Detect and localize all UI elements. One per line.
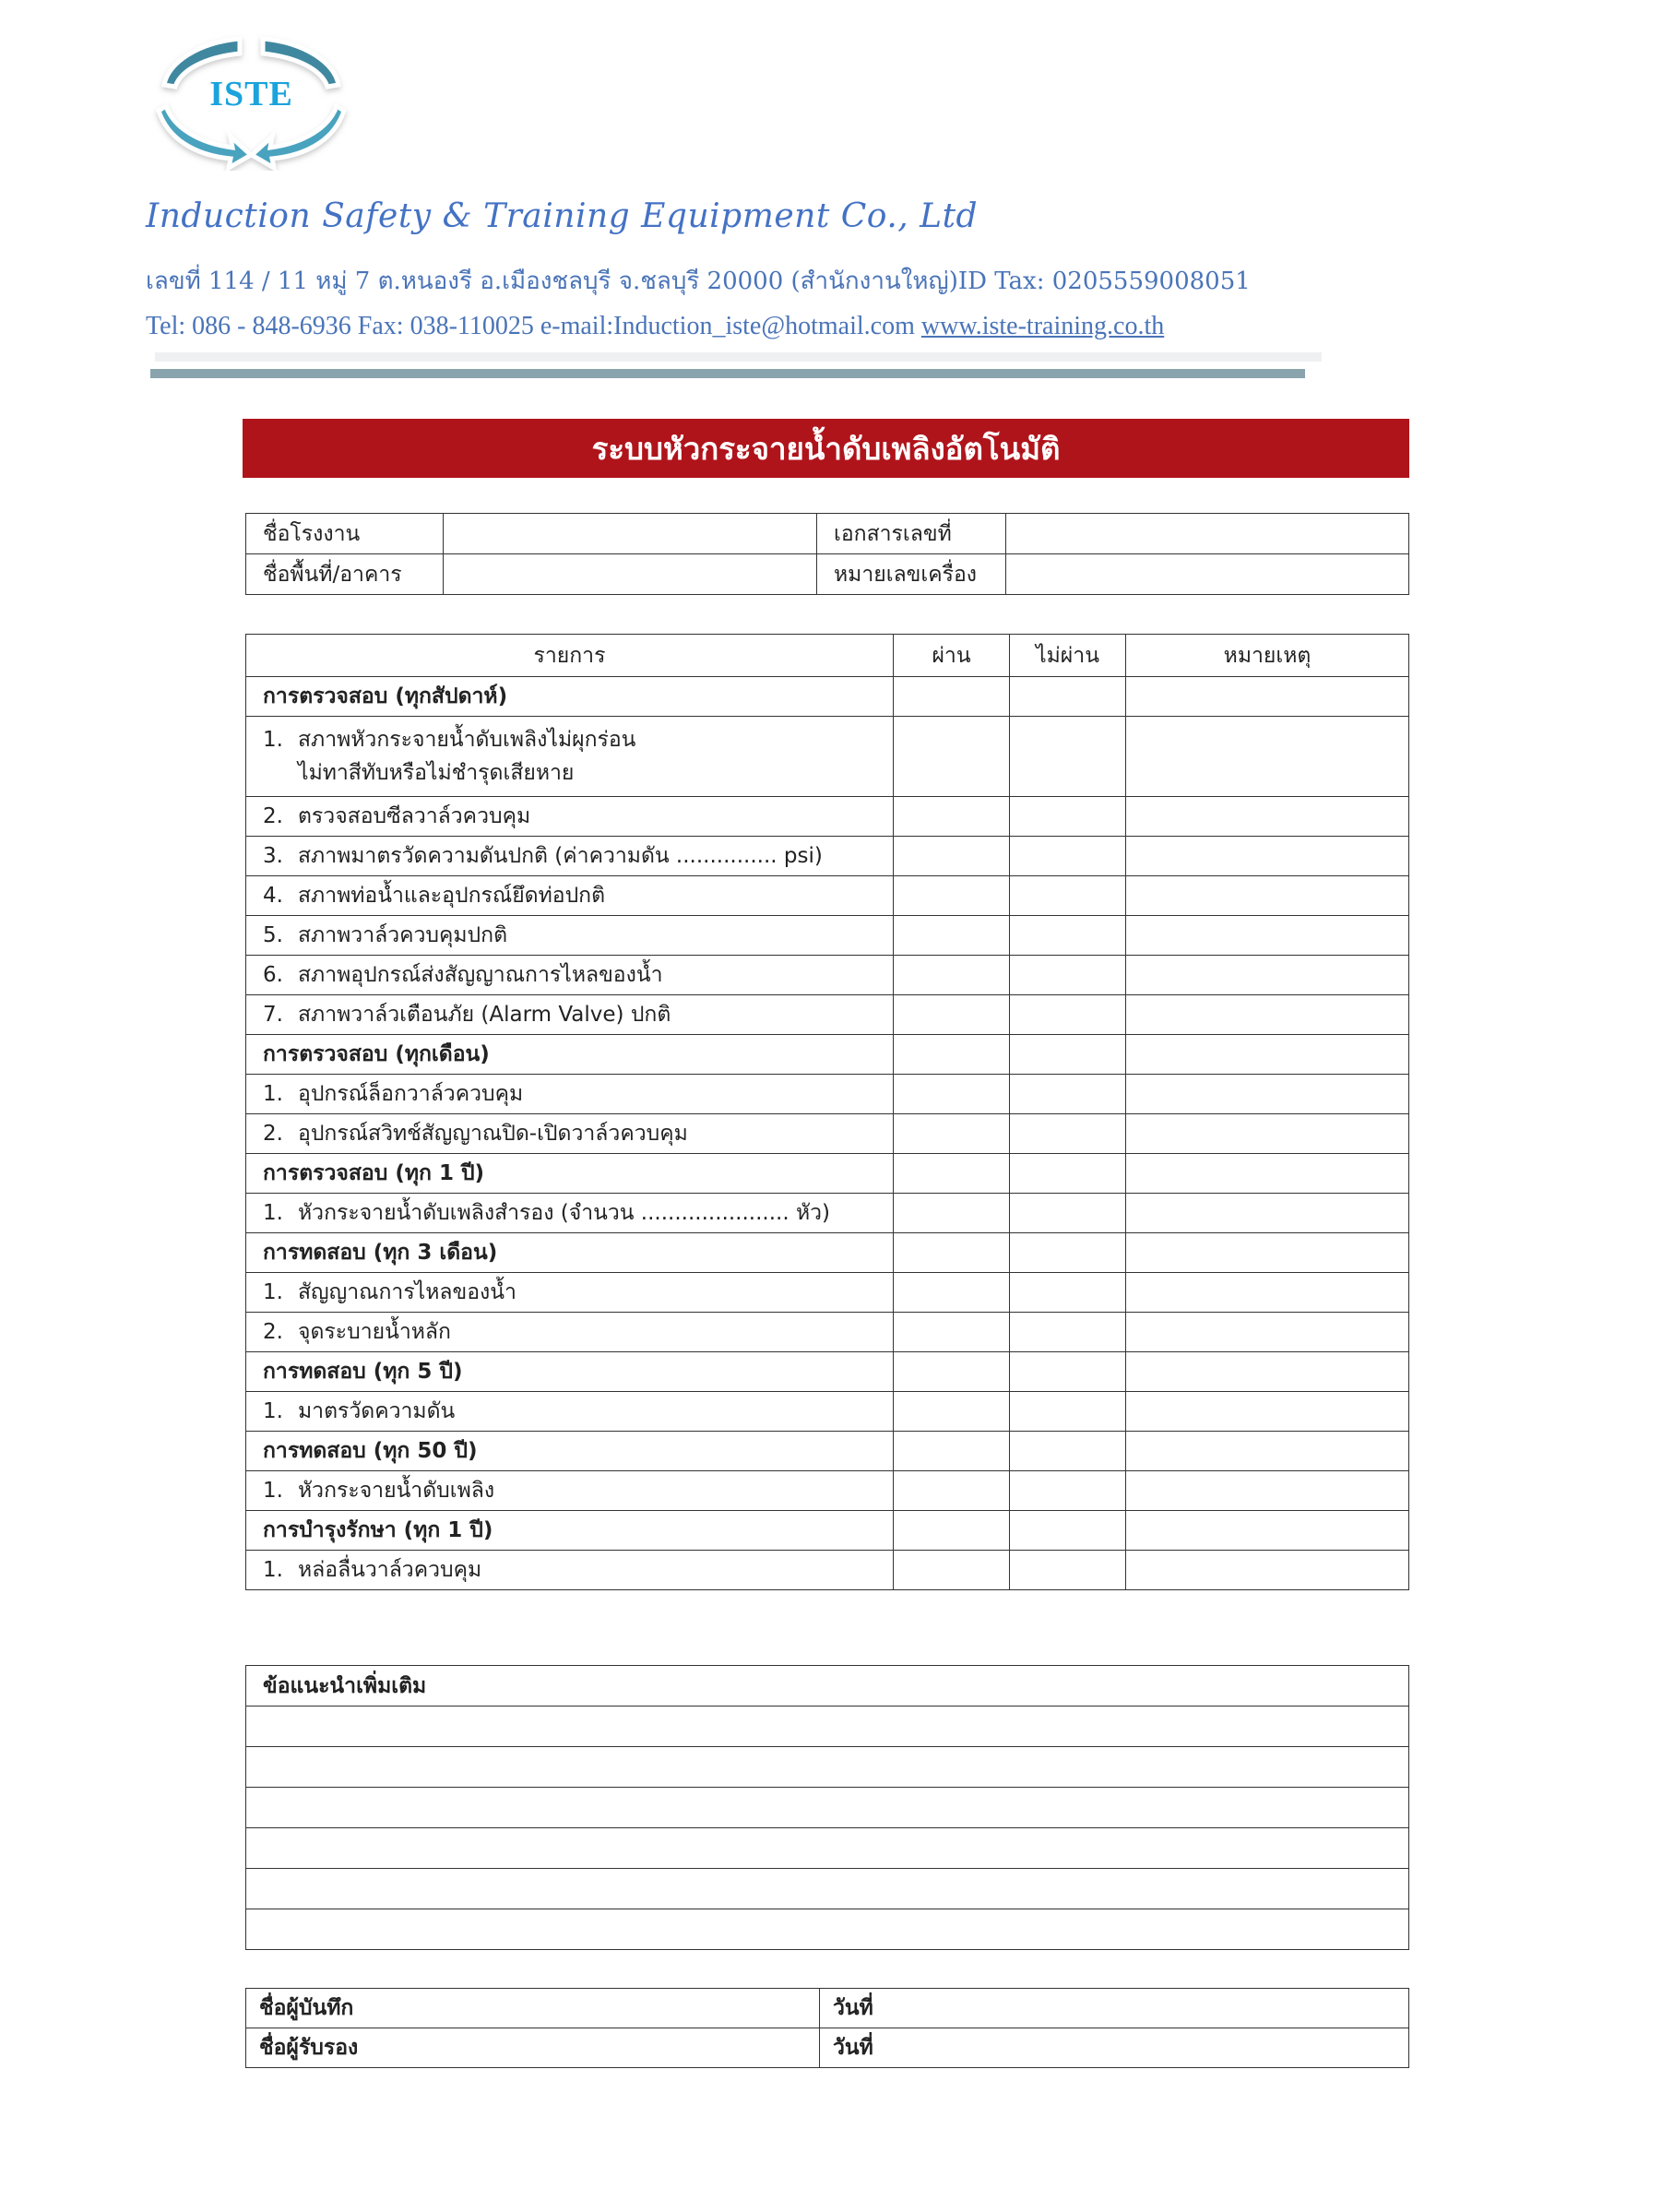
remark-cell[interactable] [1126, 1075, 1409, 1114]
area-field[interactable] [444, 554, 817, 595]
company-address: เลขที่ 114 / 11 หมู่ 7 ต.หนองรี อ.เมืองชลบุรี จ.ชลบุรี 20000 (สำนักงานใหญ่)ID Tax: 0205559008051 [146, 268, 1251, 295]
fail-cell[interactable] [1010, 797, 1126, 837]
remark-cell[interactable] [1126, 1035, 1409, 1075]
item-number: 1. [263, 1201, 283, 1225]
remarks-line[interactable] [246, 1828, 1409, 1869]
recorder-date-label: วันที่ [833, 1996, 873, 2020]
checklist-item-row [246, 1551, 1409, 1590]
pass-cell[interactable] [894, 1313, 1010, 1352]
pass-cell[interactable] [894, 677, 1010, 717]
item-number: 7. [263, 1003, 283, 1027]
item-label [246, 1551, 894, 1590]
remark-cell[interactable] [1126, 956, 1409, 995]
checklist-item-row [246, 1075, 1409, 1114]
pass-cell[interactable] [894, 956, 1010, 995]
remarks-line-row [246, 1747, 1409, 1788]
remarks-line-row [246, 1869, 1409, 1909]
item-text: สภาพมาตรวัดความดันปกติ (ค่าความดัน ............... psi) [298, 844, 823, 868]
remark-cell[interactable] [1126, 1273, 1409, 1313]
section-row [246, 1432, 1409, 1471]
form-title [243, 419, 1409, 478]
approver-label: ชื่อผู้รับรอง [259, 2036, 359, 2060]
signature-table [245, 1988, 1409, 2068]
document-number-field[interactable] [1006, 514, 1409, 554]
item-number: 4. [263, 884, 283, 908]
remarks-table [245, 1665, 1409, 1950]
item-label [246, 956, 894, 995]
item-number: 2. [263, 1320, 283, 1344]
contact-info: Tel: 086 - 848-6936 Fax: 038-110025 e-mail:Induction_iste@hotmail.com [146, 312, 915, 340]
pass-cell[interactable] [894, 1551, 1010, 1590]
item-text: สภาพอุปกรณ์ส่งสัญญาณการไหลของน้ำ [298, 963, 663, 987]
fail-cell[interactable] [1010, 677, 1126, 717]
item-number: 1. [263, 1399, 283, 1423]
pass-cell[interactable] [894, 1154, 1010, 1194]
remark-cell[interactable] [1126, 1352, 1409, 1392]
item-label [246, 1392, 894, 1432]
remarks-line[interactable] [246, 1869, 1409, 1909]
machine-number-field[interactable] [1006, 554, 1409, 595]
item-number: 2. [263, 804, 283, 828]
remark-cell[interactable] [1126, 1432, 1409, 1471]
section-title: การตรวจสอบ (ทุก 1 ปี) [246, 1154, 894, 1194]
remarks-line-row [246, 1788, 1409, 1828]
pass-cell[interactable] [894, 837, 1010, 876]
remarks-body [246, 1707, 1409, 1950]
section-row [246, 1511, 1409, 1551]
remark-cell[interactable] [1126, 837, 1409, 876]
website-link[interactable]: www.iste-training.co.th [920, 312, 1165, 340]
pass-cell[interactable] [894, 1035, 1010, 1075]
checklist-table [245, 634, 1409, 1590]
section-row [246, 1154, 1409, 1194]
area-label: ชื่อพื้นที่/อาคาร [246, 554, 444, 595]
fail-cell[interactable] [1010, 1075, 1126, 1114]
signature-row [246, 1989, 1409, 2028]
item-label [246, 797, 894, 837]
fail-cell[interactable] [1010, 1432, 1126, 1471]
factory-field[interactable] [444, 514, 817, 554]
fail-cell[interactable] [1010, 1471, 1126, 1511]
section-title: การบำรุงรักษา (ทุก 1 ปี) [246, 1511, 894, 1551]
pass-cell[interactable] [894, 1273, 1010, 1313]
remark-cell[interactable] [1126, 1114, 1409, 1154]
remark-cell[interactable] [1126, 876, 1409, 916]
checklist-item-row [246, 1194, 1409, 1233]
item-label [246, 876, 894, 916]
item-text: สภาพหัวกระจายน้ำดับเพลิงไม่ผุกร่อน [298, 728, 636, 752]
info-table [245, 513, 1409, 595]
recorder-date-field[interactable] [820, 1989, 1409, 2028]
item-label [246, 1273, 894, 1313]
fail-cell[interactable] [1010, 1233, 1126, 1273]
approver-date-label: วันที่ [833, 2036, 873, 2060]
fail-cell[interactable] [1010, 1551, 1126, 1590]
remarks-line-row [246, 1707, 1409, 1747]
checklist-item-row [246, 956, 1409, 995]
logo-text: ISTE [209, 75, 293, 113]
company-name: Induction Safety & Training Equipment Co., Ltd [146, 197, 979, 235]
fail-cell[interactable] [1010, 1114, 1126, 1154]
header-remark: หมายเหตุ [1126, 635, 1409, 677]
remarks-header-row [246, 1666, 1409, 1707]
checklist-item-row [246, 1471, 1409, 1511]
pass-cell[interactable] [894, 1471, 1010, 1511]
fail-cell[interactable] [1010, 995, 1126, 1035]
checklist-item-row [246, 995, 1409, 1035]
section-title: การตรวจสอบ (ทุกเดือน) [246, 1035, 894, 1075]
checklist-item-row [246, 1313, 1409, 1352]
remarks-line[interactable] [246, 1747, 1409, 1788]
remark-cell[interactable] [1126, 1313, 1409, 1352]
header-pass: ผ่าน [894, 635, 1010, 677]
approver-name-field[interactable] [246, 2028, 820, 2068]
remark-cell[interactable] [1126, 916, 1409, 956]
signature-row [246, 2028, 1409, 2068]
pass-cell[interactable] [894, 1432, 1010, 1471]
section-title: การตรวจสอบ (ทุกสัปดาห์) [246, 677, 894, 717]
item-label [246, 1313, 894, 1352]
item-number: 6. [263, 963, 283, 987]
fail-cell[interactable] [1010, 717, 1126, 797]
checklist-item-row [246, 1392, 1409, 1432]
section-row [246, 1352, 1409, 1392]
checklist-item-row [246, 916, 1409, 956]
section-title: การทดสอบ (ทุก 50 ปี) [246, 1432, 894, 1471]
fail-cell[interactable] [1010, 1511, 1126, 1551]
section-row [246, 1035, 1409, 1075]
pass-cell[interactable] [894, 797, 1010, 837]
factory-label: ชื่อโรงงาน [246, 514, 444, 554]
item-number: 3. [263, 844, 283, 868]
item-label [246, 717, 894, 797]
item-text: สภาพวาล์วเตือนภัย (Alarm Valve) ปกติ [298, 1003, 671, 1027]
remarks-line-row [246, 1828, 1409, 1869]
recorder-label: ชื่อผู้บันทึก [259, 1996, 354, 2020]
header-divider [150, 369, 1305, 378]
remarks-line[interactable] [246, 1788, 1409, 1828]
fail-cell[interactable] [1010, 1273, 1126, 1313]
info-row [246, 514, 1409, 554]
remarks-line[interactable] [246, 1707, 1409, 1747]
remark-cell[interactable] [1126, 797, 1409, 837]
pass-cell[interactable] [894, 1194, 1010, 1233]
pass-cell[interactable] [894, 1233, 1010, 1273]
item-number: 2. [263, 1122, 283, 1146]
remarks-line-row [246, 1909, 1409, 1950]
header-divider-light [155, 352, 1322, 362]
item-text: ตรวจสอบซีลวาล์วควบคุม [298, 804, 531, 828]
company-logo [148, 18, 355, 171]
remarks-title: ข้อแนะนำเพิ่มเติม [246, 1666, 1409, 1707]
item-label [246, 1194, 894, 1233]
checklist-item-row [246, 717, 1409, 797]
item-label [246, 837, 894, 876]
item-number: 1. [263, 1280, 283, 1304]
pass-cell[interactable] [894, 717, 1010, 797]
remark-cell[interactable] [1126, 1154, 1409, 1194]
item-label [246, 1075, 894, 1114]
checklist-item-row [246, 876, 1409, 916]
item-number: 1. [263, 1082, 283, 1106]
remark-cell[interactable] [1126, 1194, 1409, 1233]
item-text: มาตรวัดความดัน [298, 1399, 456, 1423]
item-number: 1. [263, 1479, 283, 1503]
section-title: การทดสอบ (ทุก 5 ปี) [246, 1352, 894, 1392]
item-number: 1. [263, 1558, 283, 1582]
item-text: สภาพท่อน้ำและอุปกรณ์ยึดท่อปกติ [298, 884, 606, 908]
fail-cell[interactable] [1010, 876, 1126, 916]
item-text: สภาพวาล์วควบคุมปกติ [298, 923, 508, 947]
remark-cell[interactable] [1126, 1233, 1409, 1273]
pass-cell[interactable] [894, 916, 1010, 956]
pass-cell[interactable] [894, 1114, 1010, 1154]
remark-cell[interactable] [1126, 677, 1409, 717]
remarks-line[interactable] [246, 1909, 1409, 1950]
fail-cell[interactable] [1010, 956, 1126, 995]
item-text: หล่อลื่นวาล์วควบคุม [298, 1558, 482, 1582]
fail-cell[interactable] [1010, 916, 1126, 956]
remark-cell[interactable] [1126, 1471, 1409, 1511]
fail-cell[interactable] [1010, 1352, 1126, 1392]
document-number-label: เอกสารเลขที่ [817, 514, 1006, 554]
checklist-body [246, 677, 1409, 1590]
checklist-item-row [246, 797, 1409, 837]
item-text: อุปกรณ์ล็อกวาล์วควบคุม [298, 1082, 524, 1106]
approver-date-field[interactable] [820, 2028, 1409, 2068]
pass-cell[interactable] [894, 1392, 1010, 1432]
pass-cell[interactable] [894, 1511, 1010, 1551]
item-number: 5. [263, 923, 283, 947]
pass-cell[interactable] [894, 1075, 1010, 1114]
section-row [246, 1233, 1409, 1273]
remark-cell[interactable] [1126, 1392, 1409, 1432]
header-item: รายการ [246, 635, 894, 677]
section-row [246, 677, 1409, 717]
machine-number-label: หมายเลขเครื่อง [817, 554, 1006, 595]
fail-cell[interactable] [1010, 837, 1126, 876]
remark-cell[interactable] [1126, 717, 1409, 797]
item-text: สัญญาณการไหลของน้ำ [298, 1280, 516, 1304]
checklist-item-row [246, 1114, 1409, 1154]
checklist-header-row [246, 635, 1409, 677]
item-text: จุดระบายน้ำหลัก [298, 1320, 451, 1344]
section-title: การทดสอบ (ทุก 3 เดือน) [246, 1233, 894, 1273]
item-number: 1. [263, 728, 283, 752]
fail-cell[interactable] [1010, 1154, 1126, 1194]
company-contact [146, 312, 1164, 341]
item-label [246, 1471, 894, 1511]
item-label [246, 916, 894, 956]
remark-cell[interactable] [1126, 995, 1409, 1035]
pass-cell[interactable] [894, 876, 1010, 916]
remark-cell[interactable] [1126, 1511, 1409, 1551]
pass-cell[interactable] [894, 1352, 1010, 1392]
item-text-continued: ไม่ทาสีทับหรือไม่ชำรุดเสียหาย [298, 761, 575, 785]
item-text: หัวกระจายน้ำดับเพลิงสำรอง (จำนวน ...................... หัว) [298, 1201, 830, 1225]
item-text: หัวกระจายน้ำดับเพลิง [298, 1479, 495, 1503]
fail-cell[interactable] [1010, 1194, 1126, 1233]
remark-cell[interactable] [1126, 1551, 1409, 1590]
form-title-text: ระบบหัวกระจายน้ำดับเพลิงอัตโนมัติ [591, 430, 1061, 467]
checklist-item-row [246, 837, 1409, 876]
checklist-item-row [246, 1273, 1409, 1313]
fail-cell[interactable] [1010, 1313, 1126, 1352]
fail-cell[interactable] [1010, 1392, 1126, 1432]
header-fail: ไม่ผ่าน [1010, 635, 1126, 677]
recorder-name-field[interactable] [246, 1989, 820, 2028]
pass-cell[interactable] [894, 995, 1010, 1035]
item-text: อุปกรณ์สวิทช์สัญญาณปิด-เปิดวาล์วควบคุม [298, 1122, 688, 1146]
item-label [246, 995, 894, 1035]
item-label [246, 1114, 894, 1154]
fail-cell[interactable] [1010, 1035, 1126, 1075]
info-row [246, 554, 1409, 595]
